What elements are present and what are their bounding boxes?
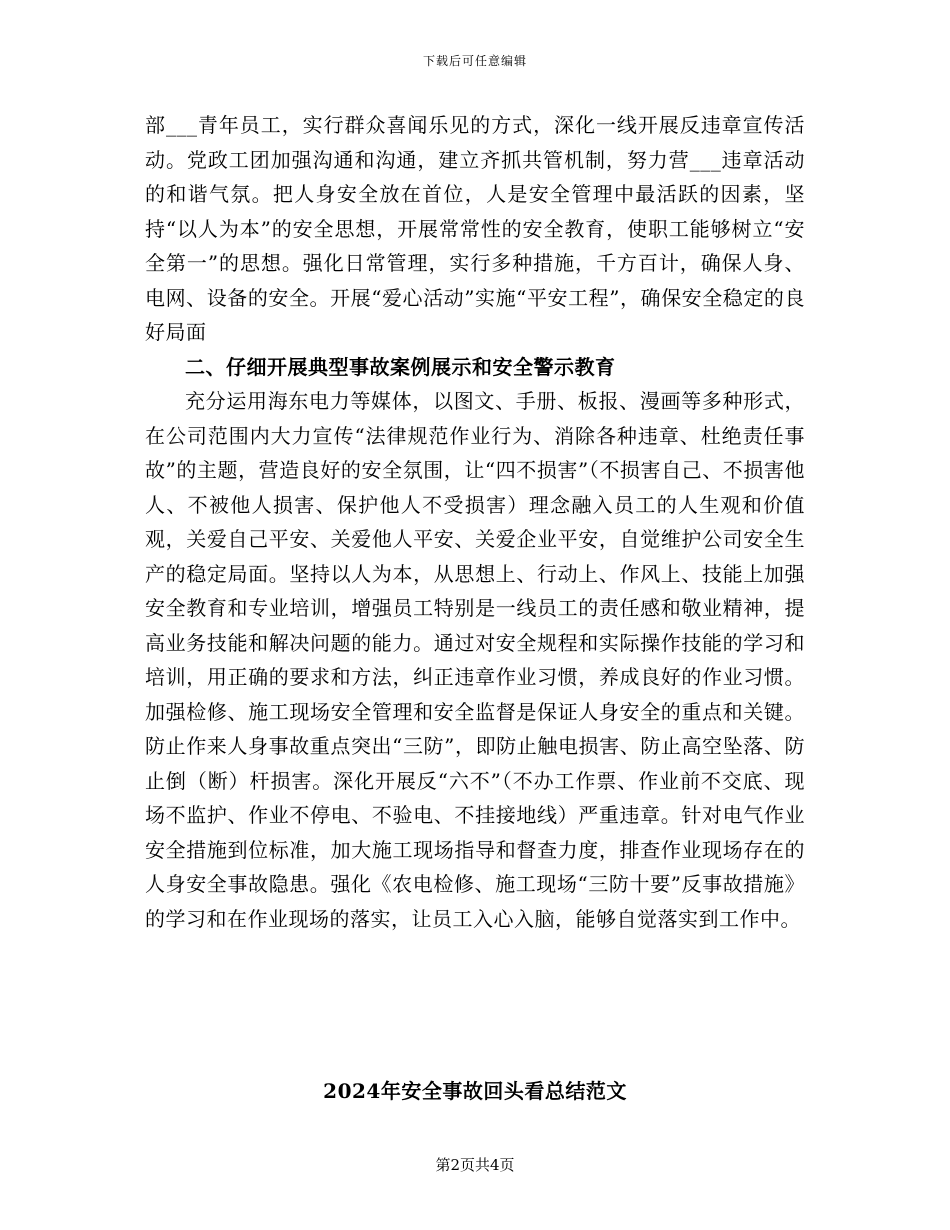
document-title: 2024年安全事故回头看总结范文 (323, 1079, 627, 1103)
page-number: 第2页共4页 (435, 1156, 515, 1174)
paragraph-1: 部___青年员工，实行群众喜闻乐见的方式，深化一线开展反违章宣传活动。党政工团加强沟通和沟通，建立齐抓共管机制，努力营___违章活动的和谐气氛。把人身安全放在首位，人是安全管理中最活跃的因素，坚持“以人为本”的安全思想，开展常常性的安全教育，使职工能够树立“安全第一”的思想。强化日常管理，实行多种措施，千方百计，确保人身、电网、设备的安全。开展“爱心活动”实施“平安工程”，确保安全稳定的良好局面 (145, 113, 805, 344)
paragraph-2: 充分运用海东电力等媒体，以图文、手册、板报、漫画等多种形式，在公司范围内大力宣传“法律规范作业行为、消除各种违章、杜绝责任事故”的主题，营造良好的安全氛围，让“四不损害”（不损害自己、不损害他人、不被他人损害、保护他人不受损害）理念融入员工的人生观和价值观，关爱自己平安、关爱他人平安、关爱企业平安，自觉维护公司安全生产的稳定局面。坚持以人为本，从思想上、行动上、作风上、技能上加强安全教育和专业培训，增强员工特别是一线员工的责任感和敬业精神，提高业务技能和解决问题的能力。通过对安全规程和实际操作技能的学习和培训，用正确的要求和方法，纠正违章作业习惯，养成良好的作业习惯。加强检修、施工现场安全管理和安全监督是保证人身安全的重点和关键。防止作来人身事故重点突出“三防”，即防止触电损害、防止高空坠落、防止倒（断）杆损害。深化开展反“六不”（不办工作票、作业前不交底、现场不监护、作业不停电、不验电、不挂接地线）严重违章。针对电气作业安全措施到位标准，加大施工现场指导和督查力度，排查作业现场存在的人身安全事故隐患。强化《农电检修、施工现场“三防十要”反事故措施》的学习和在作业现场的落实，让员工入心入脑，能够自觉落实到工作中。 (145, 389, 805, 931)
document-body (145, 108, 805, 936)
section-heading-2: 二、仔细开展典型事故案例展示和安全警示教育 (185, 354, 616, 379)
page-header-note: 下载后可任意编辑 (422, 54, 527, 68)
